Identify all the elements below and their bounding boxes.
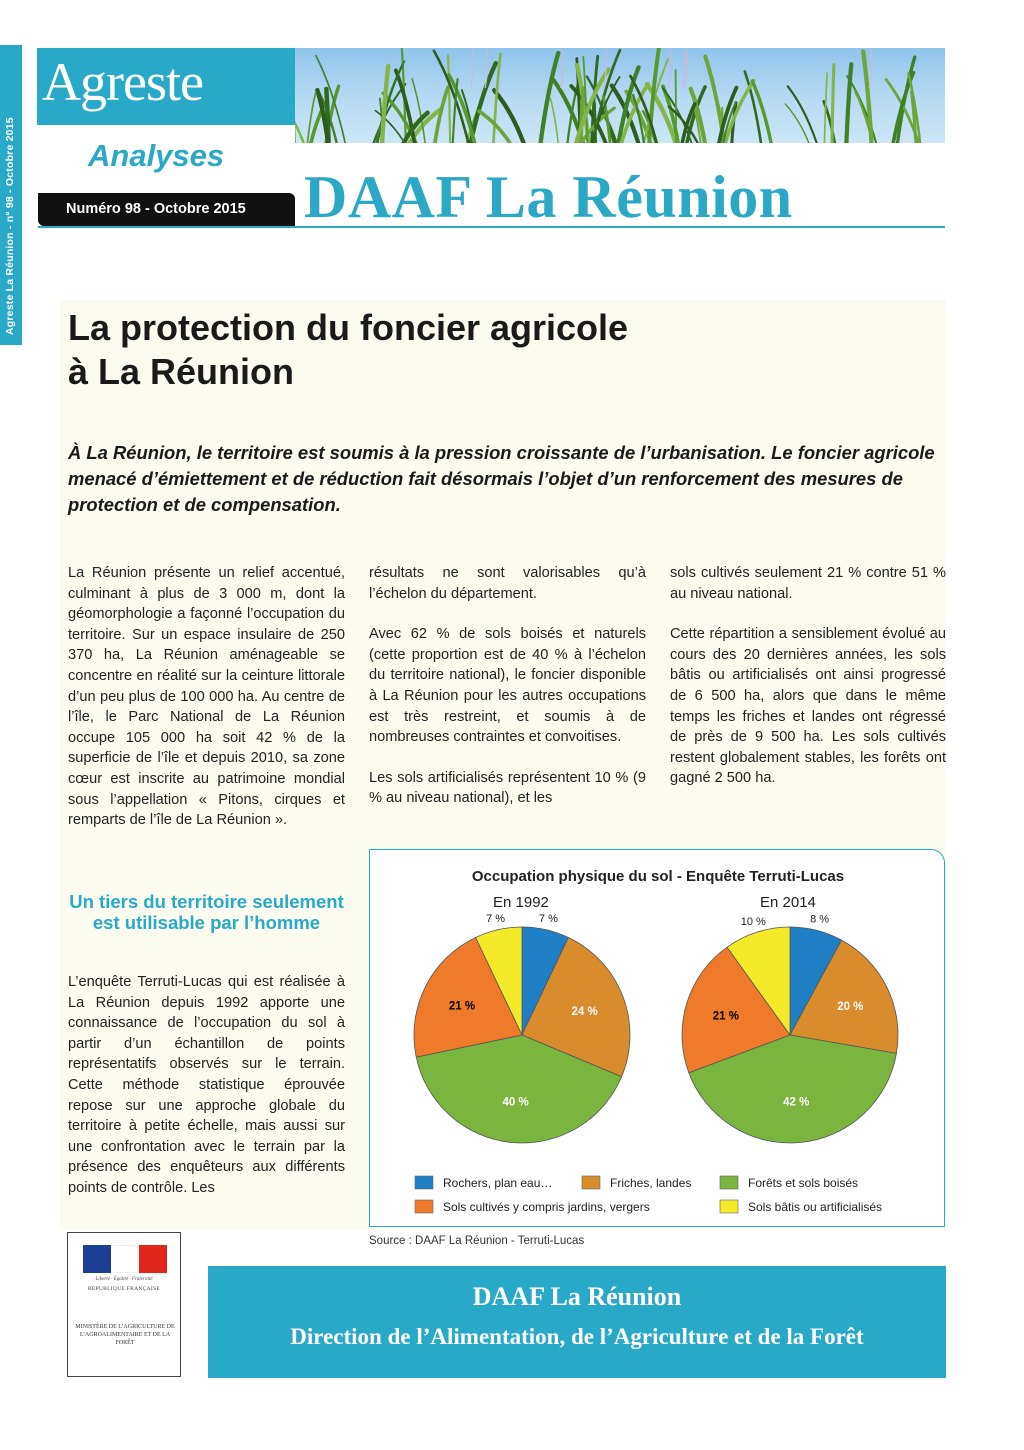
article-title xyxy=(68,306,928,394)
legend-swatch xyxy=(720,1176,738,1189)
sugarcane-leaf xyxy=(494,90,523,143)
article-lede: À La Réunion, le territoire est soumis à la pression croissante de l’urbanisation. Le foncier agricole menacé d’émiettement et de réduction fait désormais l’objet d’un renforcement des mesures de protection et de compensation. xyxy=(68,442,935,515)
side-band-text: Agreste La Réunion - n° 98 - Octobre 2015 xyxy=(4,117,16,335)
legend-label: Sols bâtis ou artificialisés xyxy=(748,1200,883,1214)
agreste-logo xyxy=(37,48,295,125)
chart-title: Occupation physique du sol - Enquête Terruti-Lucas xyxy=(471,868,845,885)
legend-label: Friches, landes xyxy=(610,1176,692,1190)
legend-label: Sols cultivés y compris jardins, vergers xyxy=(443,1200,650,1214)
legend-swatch xyxy=(415,1176,433,1189)
pie-2014-title: En 2014 xyxy=(760,894,816,911)
sugarcane-leaf xyxy=(551,99,559,144)
paragraph: sols cultivés seulement 21 % contre 51 % au niveau national. xyxy=(670,565,946,602)
footer-subtitle: Direction de l’Alimentation, de l’Agriculture et de la Forêt xyxy=(290,1324,864,1349)
sugarcane-illustration xyxy=(295,48,945,143)
sugarcane-flower xyxy=(683,50,686,88)
sugarcane-leaf xyxy=(725,81,754,143)
ministry-logo xyxy=(67,1232,181,1377)
sugarcane-banner-image xyxy=(295,48,945,143)
sugarcane-leaf xyxy=(295,97,304,143)
pie-slice-label: 24 % xyxy=(571,1006,598,1019)
pie-slice-label: 7 % xyxy=(538,912,558,925)
article-title-line1: La protection du foncier agricole xyxy=(68,307,629,348)
footer-banner xyxy=(208,1266,946,1378)
sugarcane-flower xyxy=(869,50,872,88)
legend-label: Rochers, plan eau… xyxy=(443,1176,553,1190)
sugarcane-leaf xyxy=(788,86,817,143)
pie-charts xyxy=(370,850,946,1228)
sugarcane-leaf xyxy=(863,51,871,143)
side-band xyxy=(0,45,22,345)
legend-label: Forêts et sols boisés xyxy=(748,1176,859,1190)
sugarcane-leaf xyxy=(471,63,496,143)
series-name: Analyses xyxy=(88,138,225,173)
pie-slice-label: 10 % xyxy=(740,915,766,928)
sugarcane-flower xyxy=(471,50,474,88)
sugarcane-leaf xyxy=(541,53,559,143)
sugarcane-flower xyxy=(561,50,564,88)
column-3 xyxy=(670,563,946,789)
sugarcane-leaf xyxy=(595,103,596,143)
column-1-top xyxy=(68,563,345,831)
sugarcane-leaf xyxy=(832,65,834,143)
column-1-bottom xyxy=(68,972,345,1199)
republic-motto: Liberté · Égalité · Fraternité xyxy=(95,1277,153,1282)
issue-badge: Numéro 98 - Octobre 2015 xyxy=(38,193,295,226)
legend-swatch xyxy=(415,1200,433,1213)
footer-title: DAAF La Réunion xyxy=(472,1282,682,1311)
pie-slice-label: 42 % xyxy=(783,1096,810,1109)
column-2 xyxy=(369,563,646,809)
pie-slice-label: 21 % xyxy=(712,1010,740,1023)
ministry-name: MINISTÈRE DE L’AGRICULTURE DE L’AGROALIMENTAIRE ET DE LA FORÊT xyxy=(75,1324,175,1346)
chart-source: Source : DAAF La Réunion - Terruti-Lucas xyxy=(369,1235,585,1247)
paragraph: Avec 62 % de sols boisés et naturels (cette proportion est de 40 % à l’échelon du territoire national), le foncier disponible à La Réunion pour les autres occupations est très restreint, et soumis à de nombreuses contraintes et convoitises. xyxy=(369,626,646,746)
pie-chart-figure xyxy=(369,849,945,1227)
logo-text: Agreste xyxy=(42,52,203,112)
article-title-line2: à La Réunion xyxy=(68,351,295,392)
pie-slice-label: 8 % xyxy=(810,913,830,926)
legend-swatch xyxy=(720,1200,738,1213)
pie-slice-label: 40 % xyxy=(502,1096,529,1109)
pie-slice-label: 21 % xyxy=(448,1000,476,1013)
sugarcane-leaf xyxy=(676,70,677,143)
paragraph: Les sols artificialisés représentent 10 % (9 % au niveau national), et les xyxy=(369,769,646,807)
paragraph: L’enquête Terruti-Lucas qui est réalisée à La Réunion depuis 1992 apporte une connaissance de l’occupation du sol à partir d’un échantillon de points représentatifs observés sur le terrain. Cette méthode statistique éprouvée repose sur une approche globale du territoire à petite échelle, mais aussi sur une confrontation avec le terrain par la présence des enquêteurs aux différents points de contrôle. Les xyxy=(68,974,345,1196)
sugarcane-leaf xyxy=(448,56,450,144)
french-flag-icon xyxy=(83,1245,167,1273)
pie-1992-title: En 1992 xyxy=(493,894,549,911)
legend-swatch xyxy=(582,1176,600,1189)
republic-name: RÉPUBLIQUE FRANÇAISE xyxy=(87,1286,161,1292)
sugarcane-flower xyxy=(669,50,672,88)
sugarcane-leaf xyxy=(785,104,809,143)
sugarcane-leaf xyxy=(435,87,448,143)
publisher-title: DAAF La Réunion xyxy=(304,164,793,230)
paragraph: résultats ne sont valorisables qu’à l’échelon du département. xyxy=(369,565,646,602)
paragraph: La Réunion présente un relief accentué, culminant à plus de 3 000 m, dont la géomorphologie a façonné l’occupation du territoire. Sur un espace insulaire de 250 370 ha, La Réunion aménageable se concentre en réalité sur la ceinture littorale d’un peu plus de 100 000 ha. Au centre de l’île, le Parc National de La Réunion occupe 105 000 ha soit 42 % de la superficie de l’île et depuis 2010, sa zone cœur est inscrite au patrimoine mondial sous l’appellation « Pitons, cirques et remparts de l’île de La Réunion ». xyxy=(68,565,345,829)
section-subhead: Un tiers du territoire seulement est utilisable par l’homme xyxy=(69,891,344,933)
sugarcane-flower xyxy=(604,50,607,88)
pie-slice-label: 7 % xyxy=(486,912,506,925)
paragraph: Cette répartition a sensiblement évolué au cours des 20 dernières années, les sols bâtis ou artificialisés ont ainsi progressé de 6 500 ha, alors que dans le même temps les friches et landes ont régressé de près de 9 500 ha. Les sols cultivés restent globalement stables, les forêts ont gagné 2 500 ha. xyxy=(670,626,946,787)
pie-slice-label: 20 % xyxy=(837,1000,864,1013)
